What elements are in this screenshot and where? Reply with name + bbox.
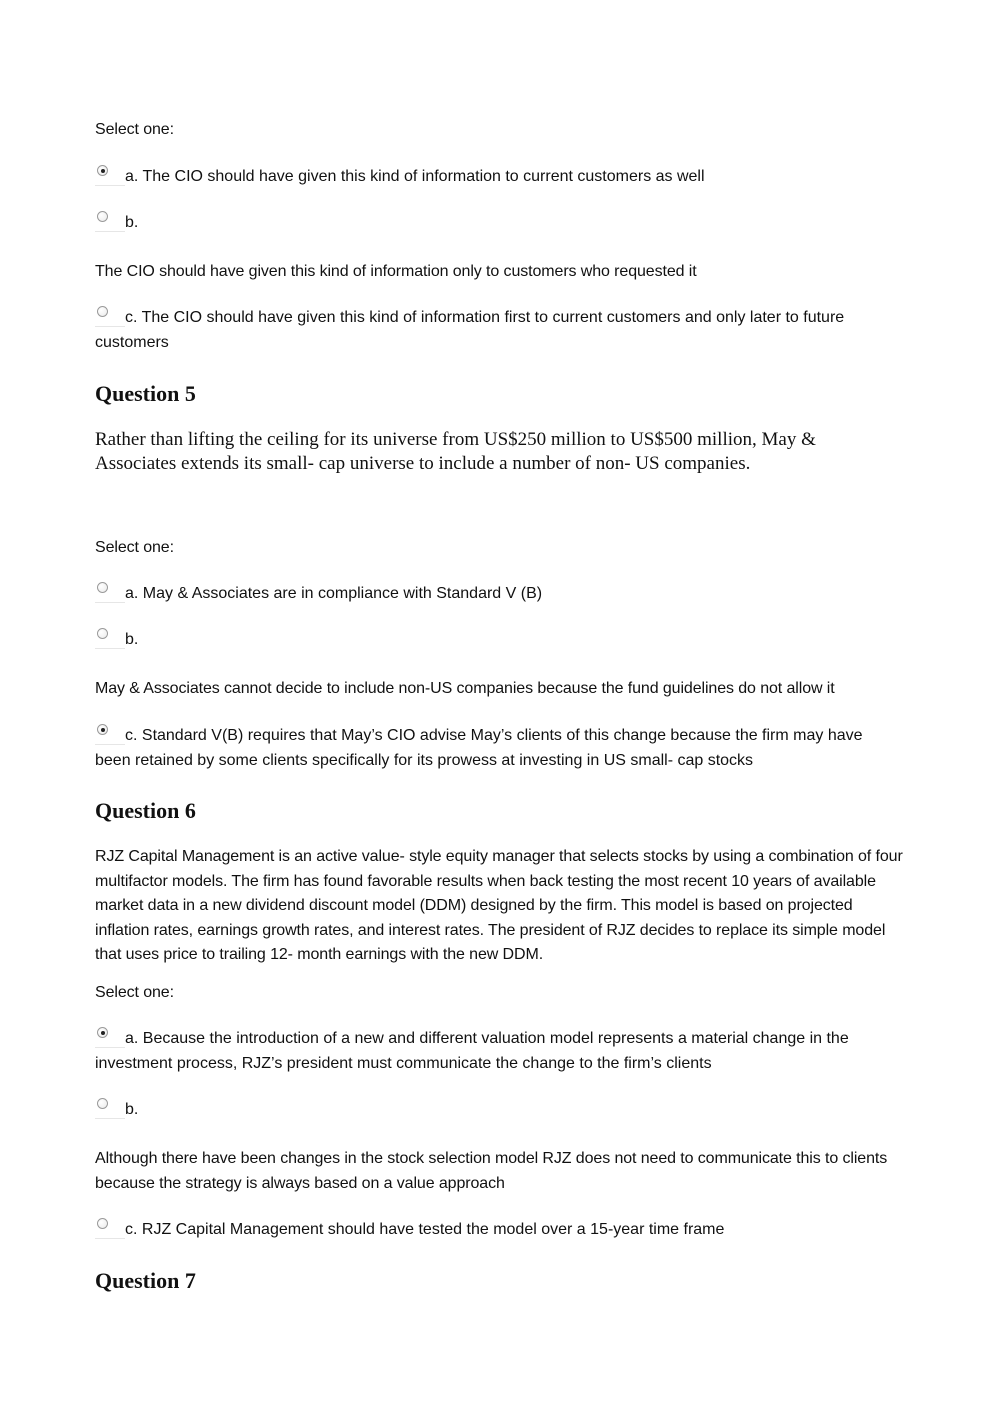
q6-option-b-text: Although there have been changes in the stock selection model RJZ does not need to communicate this to clients because the strategy is always based on a value approach (95, 1150, 888, 1192)
radio-icon[interactable] (95, 1218, 125, 1239)
q4-option-a-label: a. The CIO should have given this kind of information to current customers as well (125, 168, 705, 185)
radio-checked-icon[interactable] (95, 165, 125, 186)
q6-select-label: Select one: (95, 984, 174, 1001)
q4-option-b[interactable] (95, 211, 905, 236)
radio-icon[interactable] (95, 582, 125, 603)
radio-icon[interactable] (95, 628, 125, 649)
radio-checked-icon[interactable] (95, 1027, 125, 1048)
q6-option-a-label-line2: investment process, RJZ’s president must communicate the change to the firm’s clients (95, 1054, 712, 1072)
q5-option-a[interactable] (95, 582, 905, 607)
q5-text: Rather than lifting the ceiling for its universe from US$250 million to US$500 million, May & Associates extends its small- cap universe to include a number of non- US companies. (95, 429, 816, 474)
q4-option-a[interactable] (95, 165, 905, 190)
radio-icon[interactable] (95, 211, 125, 232)
q6-option-b-label: b. (125, 1101, 139, 1118)
q5-option-c-label-line1: c. Standard V(B) requires that May’s CIO advise May’s clients of this change because the firm may have (125, 727, 863, 744)
q4-option-b-label: b. (125, 214, 139, 231)
q5-option-c[interactable] (95, 724, 905, 773)
radio-icon[interactable] (95, 306, 125, 327)
q4-option-b-text: The CIO should have given this kind of information only to customers who requested it (95, 263, 697, 280)
q6-option-c-label: c. RJZ Capital Management should have tested the model over a 15-year time frame (125, 1221, 725, 1238)
q4-select-label: Select one: (95, 121, 174, 138)
q6-option-c[interactable] (95, 1218, 905, 1243)
q6-text: RJZ Capital Management is an active value- style equity manager that selects stocks by using a combination of four multifactor models. The firm has found favorable results when back testing the most recent 10 years of available market data in a new dividend discount model (DDM) designed by the firm. This model is based on projected inflation rates, earnings growth rates, and interest rates. The president of RJZ decides to replace its simple model that uses price to trailing 12- month earnings with the new DDM. (95, 848, 903, 963)
q5-option-c-label-line2: been retained by some clients specifically for its prowess at investing in US small- cap stocks (95, 751, 754, 769)
q5-option-a-label: a. May & Associates are in compliance with Standard V (B) (125, 585, 543, 602)
q7-title: Question 7 (95, 1268, 196, 1293)
q5-title: Question 5 (95, 381, 196, 406)
q6-option-b[interactable] (95, 1098, 905, 1123)
q5-option-b-label: b. (125, 631, 139, 648)
q6-title: Question 6 (95, 798, 196, 823)
radio-checked-icon[interactable] (95, 724, 125, 745)
q4-option-c-label-line2: customers (95, 333, 169, 351)
radio-icon[interactable] (95, 1098, 125, 1119)
q6-option-a-label-line1: a. Because the introduction of a new and different valuation model represents a material change in the (125, 1030, 849, 1047)
q6-option-a[interactable] (95, 1027, 905, 1076)
q5-option-b[interactable] (95, 628, 905, 653)
q5-option-b-text: May & Associates cannot decide to include non-US companies because the fund guidelines do not allow it (95, 680, 835, 697)
q4-option-c[interactable] (95, 306, 905, 355)
q4-option-c-label-line1: c. The CIO should have given this kind of information first to current customers and only later to future (125, 309, 845, 326)
q5-select-label: Select one: (95, 539, 174, 556)
